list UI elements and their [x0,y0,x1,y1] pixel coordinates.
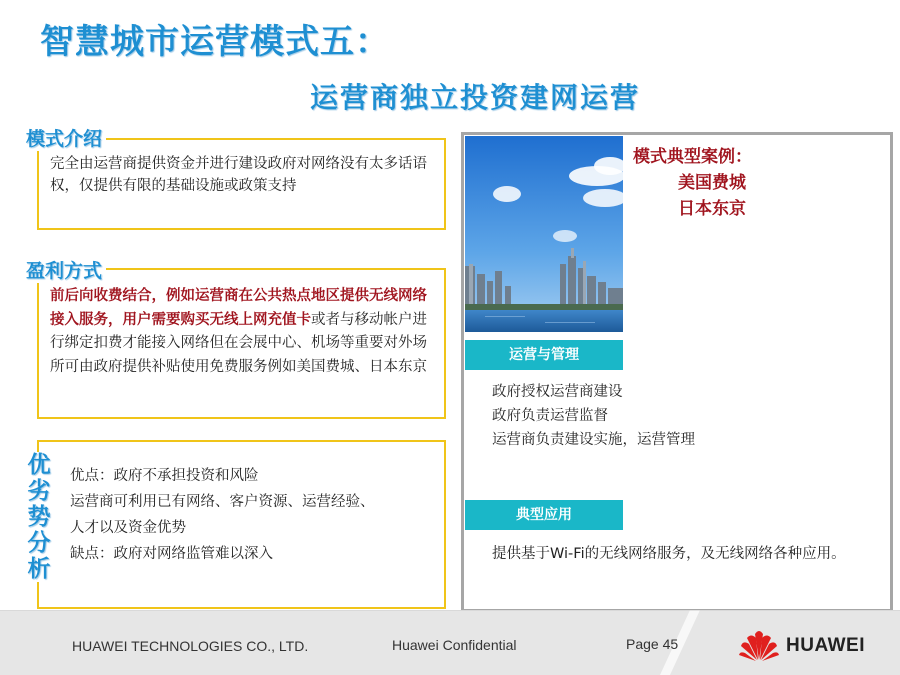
operation-line: 政府授权运营商建设 [492,384,623,400]
label-char: 分 [27,530,51,556]
profit-rest: 或者与移动帐户进行绑定扣费才能接入网络但在会展中心、机场等重要对外场所可由政府提供补贴使用免费服务例如美国费城、日本东京 [50,311,427,375]
case-item: 日本东京 [678,199,746,219]
application-bar: 典型应用 [465,500,623,530]
pros-line: 优点：政府不承担投资和风险 [70,468,259,484]
cons-line: 缺点：政府对网络监管难以深入 [70,546,273,562]
pros-line: 运营商可利用已有网络、客户资源、运营经验、 [70,494,375,510]
label-char: 析 [27,556,51,582]
footer-page: Page 45 [626,636,679,652]
intro-label: 模式介绍 [22,124,106,151]
huawei-flower-icon [738,628,780,662]
case-title: 模式典型案例： [633,147,752,167]
huawei-logo-text: HUAWEI [786,635,865,656]
city-photo [465,136,623,332]
label-char: 劣 [27,478,51,504]
slide-subtitle: 运营商独立投资建网运营 [310,81,641,114]
slide-title: 智慧城市运营模式五： [40,22,390,62]
operation-line: 政府负责运营监督 [492,408,608,424]
application-text: 提供基于Wi-Fi的无线网络服务，及无线网络各种应用。 [492,546,846,562]
operation-text [492,380,872,452]
case-item: 美国费城 [678,173,746,193]
footer-company: HUAWEI TECHNOLOGIES CO., LTD. [72,638,309,654]
profit-highlight: 前后向收费结合，例如运营商在公共热点地区提供无线网络接入服务，用户需要购买无线上网充值卡 [50,288,427,328]
pros-cons-text [70,463,435,567]
pros-line: 人才以及资金优势 [70,520,186,536]
operation-line: 运营商负责建设实施，运营管理 [492,432,695,448]
footer-confidential: Huawei Confidential [392,637,517,653]
label-char: 势 [27,504,51,530]
operation-bar: 运营与管理 [465,340,623,370]
intro-text: 完全由运营商提供资金并进行建设政府对网络没有太多话语权，仅提供有限的基础设施或政策支持 [50,156,427,194]
profit-text [50,285,430,379]
footer [0,610,900,675]
huawei-logo [738,628,878,662]
profit-label: 盈利方式 [22,256,106,283]
pros-cons-label [24,452,54,582]
label-char: 优 [27,452,51,478]
